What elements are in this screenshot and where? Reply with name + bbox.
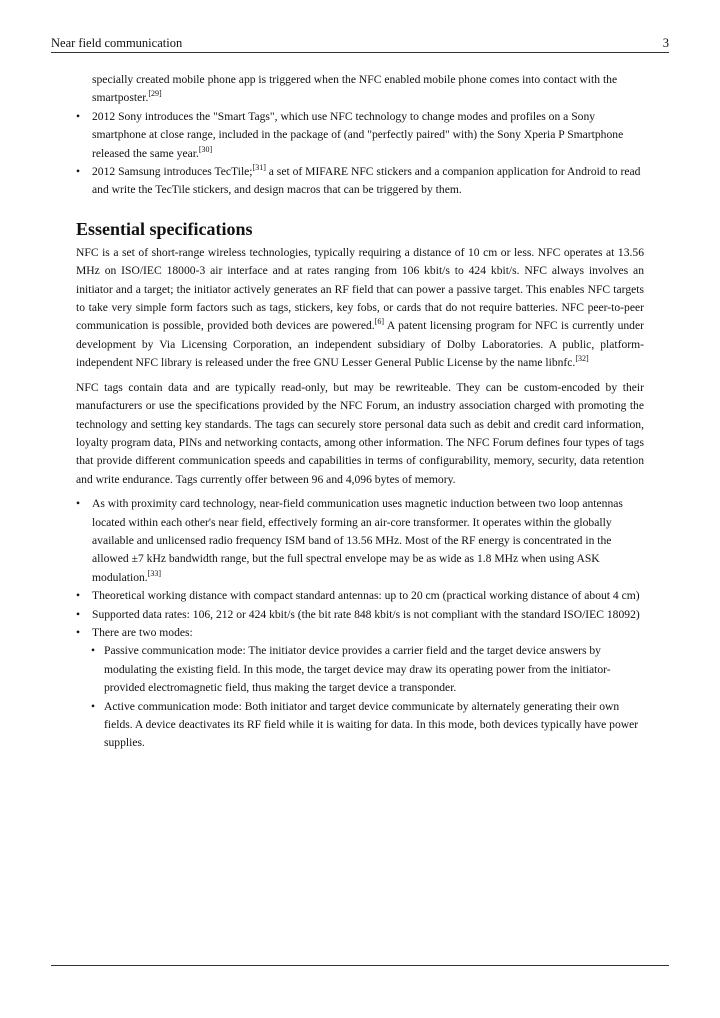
list-item: • 2012 Sony introduces the "Smart Tags", which use NFC technology to change modes and profiles on a Sony smartphone at close range, included in the package of (and "perfectly paired" with) the Sony Xperia P Smartphone released the same year.[30] (76, 108, 644, 163)
citation-link[interactable]: [29] (148, 89, 162, 99)
citation-link[interactable]: [31] (252, 163, 266, 173)
page-header (51, 34, 669, 53)
list-item: • Theoretical working distance with compact standard antennas: up to 20 cm (practical working distance of about 4 cm) (76, 587, 644, 605)
footer-divider (51, 965, 669, 966)
citation-link[interactable]: [32] (575, 354, 589, 364)
citation-link[interactable]: [33] (147, 568, 162, 578)
citation-link[interactable]: [30] (198, 144, 213, 154)
history-list (76, 108, 644, 200)
page-content (76, 71, 644, 753)
paragraph: NFC is a set of short-range wireless technologies, typically requiring a distance of 10 cm or less. NFC operates at 13.56 MHz on ISO/IEC 18000-3 air interface and at rates ranging from 106 kbit/s to 424 kbit/s. NFC always involves an initiator and a target; the initiator actively generates an RF field that can power a passive target. This enables NFC targets to take very simple form factors such as tags, stickers, key fobs, or cards that do not require batteries. NFC peer-to-peer communication is possible, provided both devices are powered.[6] A patent licensing program for NFC is currently under development by Via Licensing Corporation, an independent subsidiary of Dolby Laboratories. A public, platform-independent NFC library is released under the free GNU Lesser General Public License by the name libnfc.[32] (76, 245, 644, 370)
list-item: • Supported data rates: 106, 212 or 424 kbit/s (the bit rate 848 kbit/s is not compliant with the standard ISO/IEC 18092) (76, 606, 644, 624)
page-number: 3 (662, 36, 669, 50)
paragraph: NFC tags contain data and are typically read-only, but may be rewriteable. They can be custom-encoded by their manufacturers or use the specifications provided by the NFC Forum, an industry association charged with promoting the technology and setting key standards. The tags can securely store personal data such as debit and credit card information, loyalty program data, PINs and networking contacts, among other information. The NFC Forum defines four types of tags that provide different communication speeds and capabilities in terms of configurability, memory, security, data retention and write endurance. Tags currently offer between 96 and 4,096 bytes of memory. (76, 380, 644, 486)
list-item: • 2012 Samsung introduces TecTile;[31] a set of MIFARE NFC stickers and a companion application for Android to read and write the TecTile stickers, and design macros that can be triggered by them. (76, 163, 644, 200)
list-item: • As with proximity card technology, near-field communication uses magnetic induction between two loop antennas located within each other's near field, effectively forming an air-core transformer. It operates within the globally available and unlicensed radio frequency ISM band of 13.56 MHz. Most of the RF energy is concentrated in the allowed ±7 kHz bandwidth range, but the full spectral envelope may be as wide as 1.8 MHz when using ASK modulation.[33] (76, 495, 644, 587)
modes-list (76, 642, 644, 752)
running-title: Near field communication (51, 36, 183, 50)
spec-list (76, 495, 644, 642)
citation-link[interactable]: [6] (374, 317, 385, 327)
list-item: • Active communication mode: Both initiator and target device communicate by alternately generating their own fields. A device deactivates its RF field while it is waiting for data. In this mode, both devices typically have power supplies. (76, 698, 644, 753)
list-item: • There are two modes: (76, 624, 644, 642)
list-item: • Passive communication mode: The initiator device provides a carrier field and the target device answers by modulating the existing field. In this mode, the target device may draw its operating power from the initiator-provided electromagnetic field, thus making the target device a transponder. (76, 642, 644, 697)
list-item-continuation: specially created mobile phone app is triggered when the NFC enabled mobile phone comes into contact with the smartposter.[29] (92, 73, 618, 105)
section-heading: Essential specifications (76, 218, 253, 239)
